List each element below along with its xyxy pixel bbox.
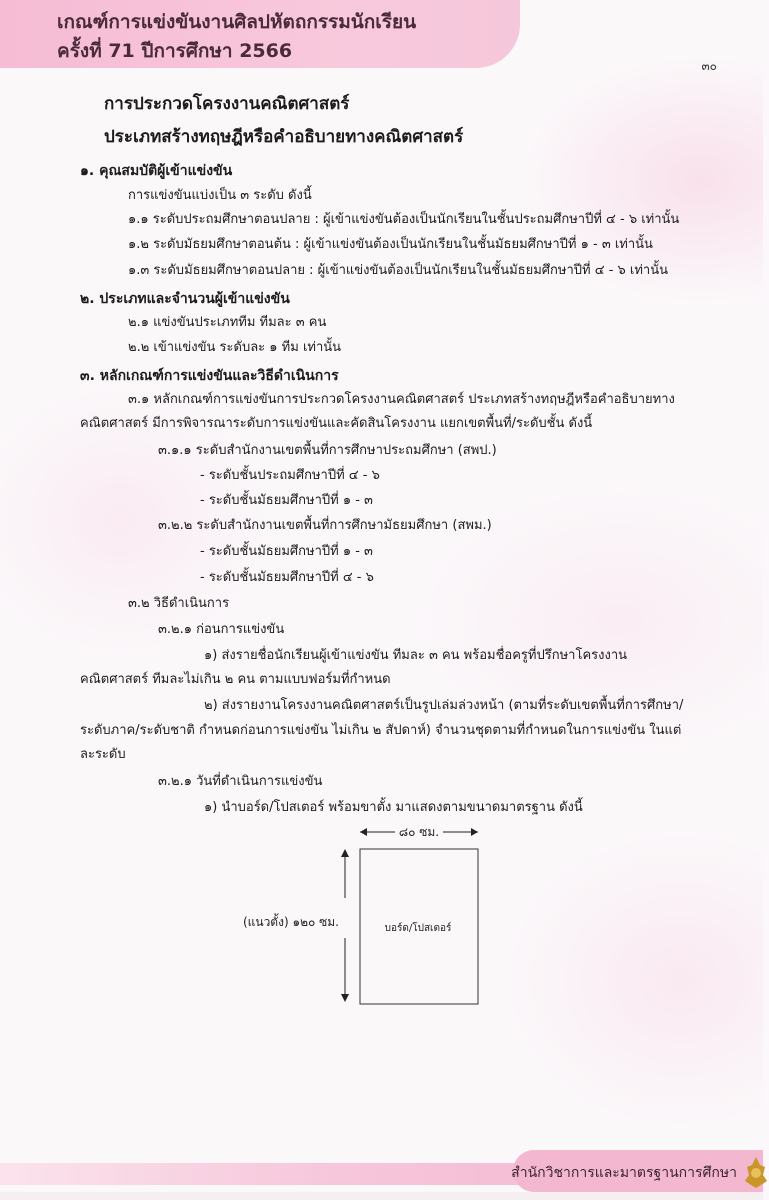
section-1-item: ๑.๒ ระดับมัธยมศึกษาตอนต้น : ผู้เข้าแข่งขันต้องเป็นนักเรียนในชั้นมัธยมศึกษาปีที่ ๑ - ๓ เท่านั้น: [128, 237, 653, 252]
width-label: ๘๐ ซม.: [398, 825, 440, 839]
list-item: - ระดับชั้นมัธยมศึกษาปีที่ ๑ - ๓: [200, 493, 373, 508]
arrow-up-icon: [341, 849, 349, 857]
section-1-item: ๑.๑ ระดับประถมศึกษาตอนปลาย : ผู้เข้าแข่งขันต้องเป็นนักเรียนในชั้นประถมศึกษาปีที่ ๔ - ๖ เท่านั้น: [128, 212, 680, 227]
bottom-strip: [0, 1192, 763, 1200]
procedure-3-line: ๑) นำบอร์ด/โปสเตอร์ พร้อมขาตั้ง มาแสดงตามขนาดมาตรฐาน ดังนี้: [204, 800, 583, 815]
paragraph-3-1-line: คณิตศาสตร์ มีการพิจารณาระดับการแข่งขันและคัดสินโครงงาน แยกเขตพื้นที่/ระดับชั้น ดังนี้: [80, 416, 593, 431]
paragraph-3-1-line: ๓.๑ หลักเกณฑ์การแข่งขันการประกวดโครงงานคณิตศาสตร์ ประเภทสร้างทฤษฎีหรือคำอธิบายทาง: [128, 392, 675, 407]
subsection-3-2: ๓.๒ วิธีดำเนินการ: [128, 596, 230, 611]
procedure-1-line: ๑) ส่งรายชื่อนักเรียนผู้เข้าแข่งขัน ทีมละ ๓ คน พร้อมชื่อครูที่ปรึกษาโครงงาน: [204, 648, 628, 663]
procedure-2-line: ระดับภาค/ระดับชาติ กำหนดก่อนการแข่งขัน ไม่เกิน ๒ สัปดาห์) จำนวนชุดตามที่กำหนดในการแข่งขัน ในแต่: [80, 723, 682, 738]
subsection-3-2-1-date: ๓.๒.๑ วันที่ดำเนินการแข่งขัน: [158, 774, 323, 789]
list-item: - ระดับชั้นประถมศึกษาปีที่ ๔ - ๖: [200, 468, 380, 483]
height-label: (แนวตั้ง) ๑๒๐ ซม.: [242, 915, 339, 929]
subsection-3-2-2: ๓.๒.๒ ระดับสำนักงานเขตพื้นที่การศึกษามัธยมศึกษา (สพม.): [158, 518, 492, 533]
procedure-2-line: ละระดับ: [80, 747, 126, 762]
section-2-heading: ๒. ประเภทและจำนวนผู้เข้าแข่งขัน: [80, 291, 290, 307]
document-title: การประกวดโครงงานคณิตศาสตร์: [104, 94, 350, 114]
arrow-left-icon: [360, 828, 367, 836]
section-2-item: ๒.๑ แข่งขันประเภททีม ทีมละ ๓ คน: [128, 315, 327, 330]
section-1-intro: การแข่งขันแบ่งเป็น ๓ ระดับ ดังนี้: [128, 188, 312, 203]
header-title: เกณฑ์การแข่งขันงานศิลปหัตถกรรมนักเรียน: [57, 11, 417, 33]
board-dimension-diagram: [242, 818, 505, 1018]
list-item: - ระดับชั้นมัธยมศึกษาปีที่ ๔ - ๖: [200, 570, 374, 585]
section-2-item: ๒.๒ เข้าแข่งขัน ระดับละ ๑ ทีม เท่านั้น: [128, 340, 342, 355]
subsection-3-2-1: ๓.๒.๑ ก่อนการแข่งขัน: [158, 622, 285, 637]
board-label: บอร์ด/โปสเตอร์: [384, 923, 452, 934]
footer-organization: สำนักวิชาการและมาตรฐานการศึกษา: [511, 1165, 737, 1181]
section-3-heading: ๓. หลักเกณฑ์การแข่งขันและวิธีดำเนินการ: [80, 368, 339, 384]
procedure-1-line: คณิตศาสตร์ ทีมละไม่เกิน ๒ คน ตามแบบฟอร์มที่กำหนด: [80, 672, 391, 687]
page-number: ๓๐: [701, 59, 717, 73]
document-subtitle: ประเภทสร้างทฤษฎีหรือคำอธิบายทางคณิตศาสตร์: [104, 127, 464, 147]
section-1-heading: ๑. คุณสมบัติผู้เข้าแข่งขัน: [80, 163, 233, 179]
list-item: - ระดับชั้นมัธยมศึกษาปีที่ ๑ - ๓: [200, 544, 373, 559]
arrow-right-icon: [471, 828, 478, 836]
ministry-emblem-icon: [743, 1155, 769, 1189]
header-subtitle: ครั้งที่ 71 ปีการศึกษา 2566: [57, 40, 293, 62]
arrow-down-icon: [341, 994, 349, 1002]
section-1-item: ๑.๓ ระดับมัธยมศึกษาตอนปลาย : ผู้เข้าแข่งขันต้องเป็นนักเรียนในชั้นมัธยมศึกษาปีที่ ๔ - ๖ เท่านั้น: [128, 263, 669, 278]
subsection-3-1-1: ๓.๑.๑ ระดับสำนักงานเขตพื้นที่การศึกษาประถมศึกษา (สพป.): [158, 443, 497, 458]
procedure-2-line: ๒) ส่งรายงานโครงงานคณิตศาสตร์เป็นรูปเล่มล่วงหน้า (ตามที่ระดับเขตพื้นที่การศึกษา/: [204, 698, 684, 713]
